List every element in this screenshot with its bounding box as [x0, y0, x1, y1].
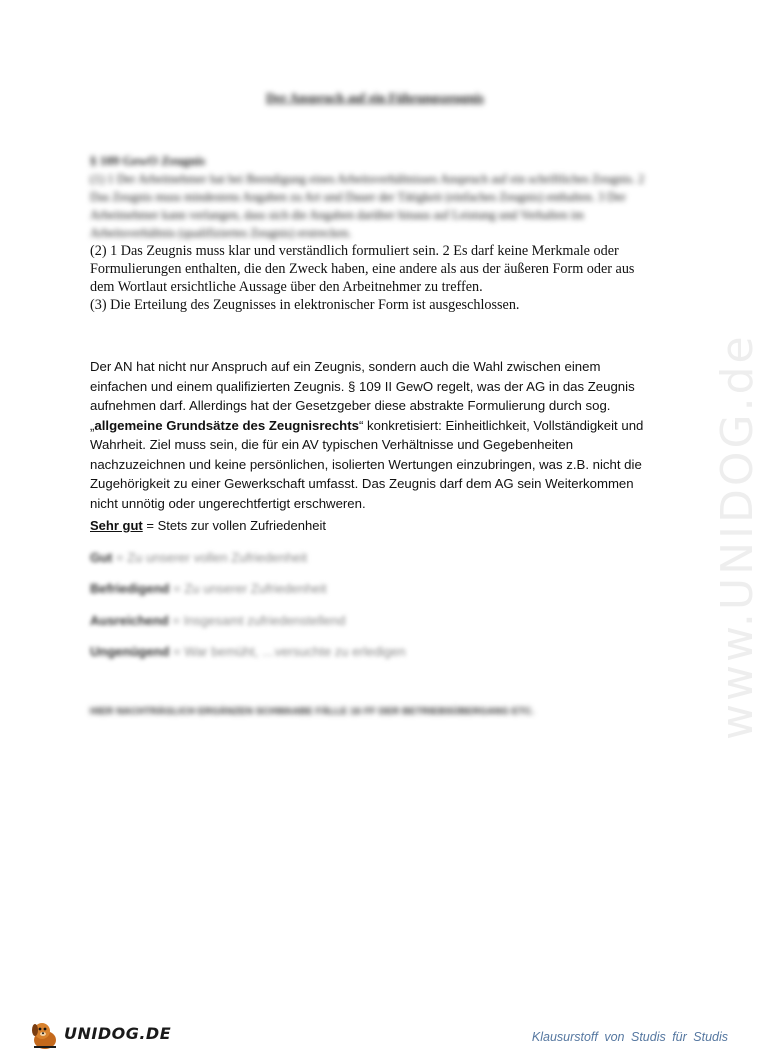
footer-tagline: Klausurstoff von Studis für Studis	[531, 1030, 728, 1044]
law-excerpt	[90, 152, 660, 314]
grade-separator: =	[172, 612, 180, 628]
grade-separator: =	[146, 518, 154, 533]
unidog-logo	[28, 1018, 172, 1050]
bold-term: allgemeine Grundsätze des Zeugnisrechts	[94, 417, 359, 433]
grade-value: War bemüht, …versuchte zu erledigen	[184, 644, 406, 659]
document-title: Der Anspruch auf ein Führungszeugnis	[266, 90, 484, 105]
grade-list	[90, 517, 510, 675]
grade-value: Zu unserer vollen Zufriedenheit	[127, 549, 308, 565]
grade-separator: =	[116, 549, 124, 565]
grade-key: Ausreichend	[90, 612, 169, 628]
grade-value: Stets zur vollen Zufriedenheit	[157, 518, 326, 533]
watermark: www.UNIDOG.de	[712, 333, 763, 740]
dog-icon	[28, 1018, 62, 1052]
body-text-part-2: “ konkretisiert: Einheitlichkeit, Vollständigkeit und Wahrheit. Ziel muss sein, die für ein AV typischen Verhältnisse und Gegebenheiten nachzuzeichnen und keine persönlichen, isolierten Wertungen einzubringen, was z.B. nicht die Zugehörigkeit zu einer Gewerkschaft umfasst. Das Zeugnis darf dem AG sein Weiterkommen nicht unnötig oder ungerechtfertigt erschweren.	[90, 417, 644, 511]
law-heading: § 109 GewO Zeugnis	[90, 153, 206, 168]
grade-value: Zu unserer Zufriedenheit	[184, 581, 327, 596]
grade-row	[90, 580, 510, 612]
law-paragraph-1: (1) 1 Der Arbeitnehmer hat bei Beendigung eines Arbeitsverhältnisses Anspruch auf ein schriftliches Zeugnis. 2 Das Zeugnis muss mindestens Angaben zu Art und Dauer der Tätigkeit (einfaches Zeugnis) enthalten. 3 Der Arbeitnehmer kann verlangen, dass sich die Angaben darüber hinaus auf Leistung und Verhalten im Arbeitsverhältnis (qualifiziertes Zeugnis) erstrecken.	[90, 172, 645, 240]
grade-row	[90, 612, 510, 644]
grade-row	[90, 643, 510, 675]
grade-value: Insgesamt zufriedenstellend	[183, 612, 346, 628]
body-text-part-1: Der AN hat nicht nur Anspruch auf ein Zeugnis, sondern auch die Wahl zwischen einem einfachen und einem qualifizierten Zeugnis. § 109 II GewO regelt, was der AG in das Zeugnis aufnehmen darf. Allerdings hat der Gesetzgeber diese abstrakte Formulierung durch sog. „	[90, 359, 635, 433]
law-paragraph-2: (2) 1 Das Zeugnis muss klar und verständlich formuliert sein. 2 Es darf keine Merkmale oder Formulierungen enthalten, die den Zweck haben, eine andere als aus der äußeren Form oder aus dem Wortlaut ersichtliche Aussage über den Arbeitnehmer zu treffen.	[90, 243, 635, 295]
grade-key: Sehr gut	[90, 518, 143, 533]
grade-row	[90, 517, 510, 549]
law-paragraph-3: (3) Die Erteilung des Zeugnisses in elektronischer Form ist ausgeschlossen.	[90, 297, 520, 313]
grade-separator: =	[173, 581, 181, 596]
logo-text: UNIDOG.DE	[64, 1024, 172, 1043]
grade-key: Befriedigend	[90, 581, 170, 596]
grade-key: Gut	[90, 549, 113, 565]
editor-note: HIER NACHTRÄGLICH ERGÄNZEN SCHWAABE FÄLLE 16 FF DER BETRIEBSÜBERGANG ETC.	[90, 706, 535, 717]
grade-row	[90, 549, 510, 581]
grade-separator: =	[173, 644, 181, 659]
body-paragraph	[90, 357, 660, 513]
grade-key: Ungenügend	[90, 644, 170, 659]
